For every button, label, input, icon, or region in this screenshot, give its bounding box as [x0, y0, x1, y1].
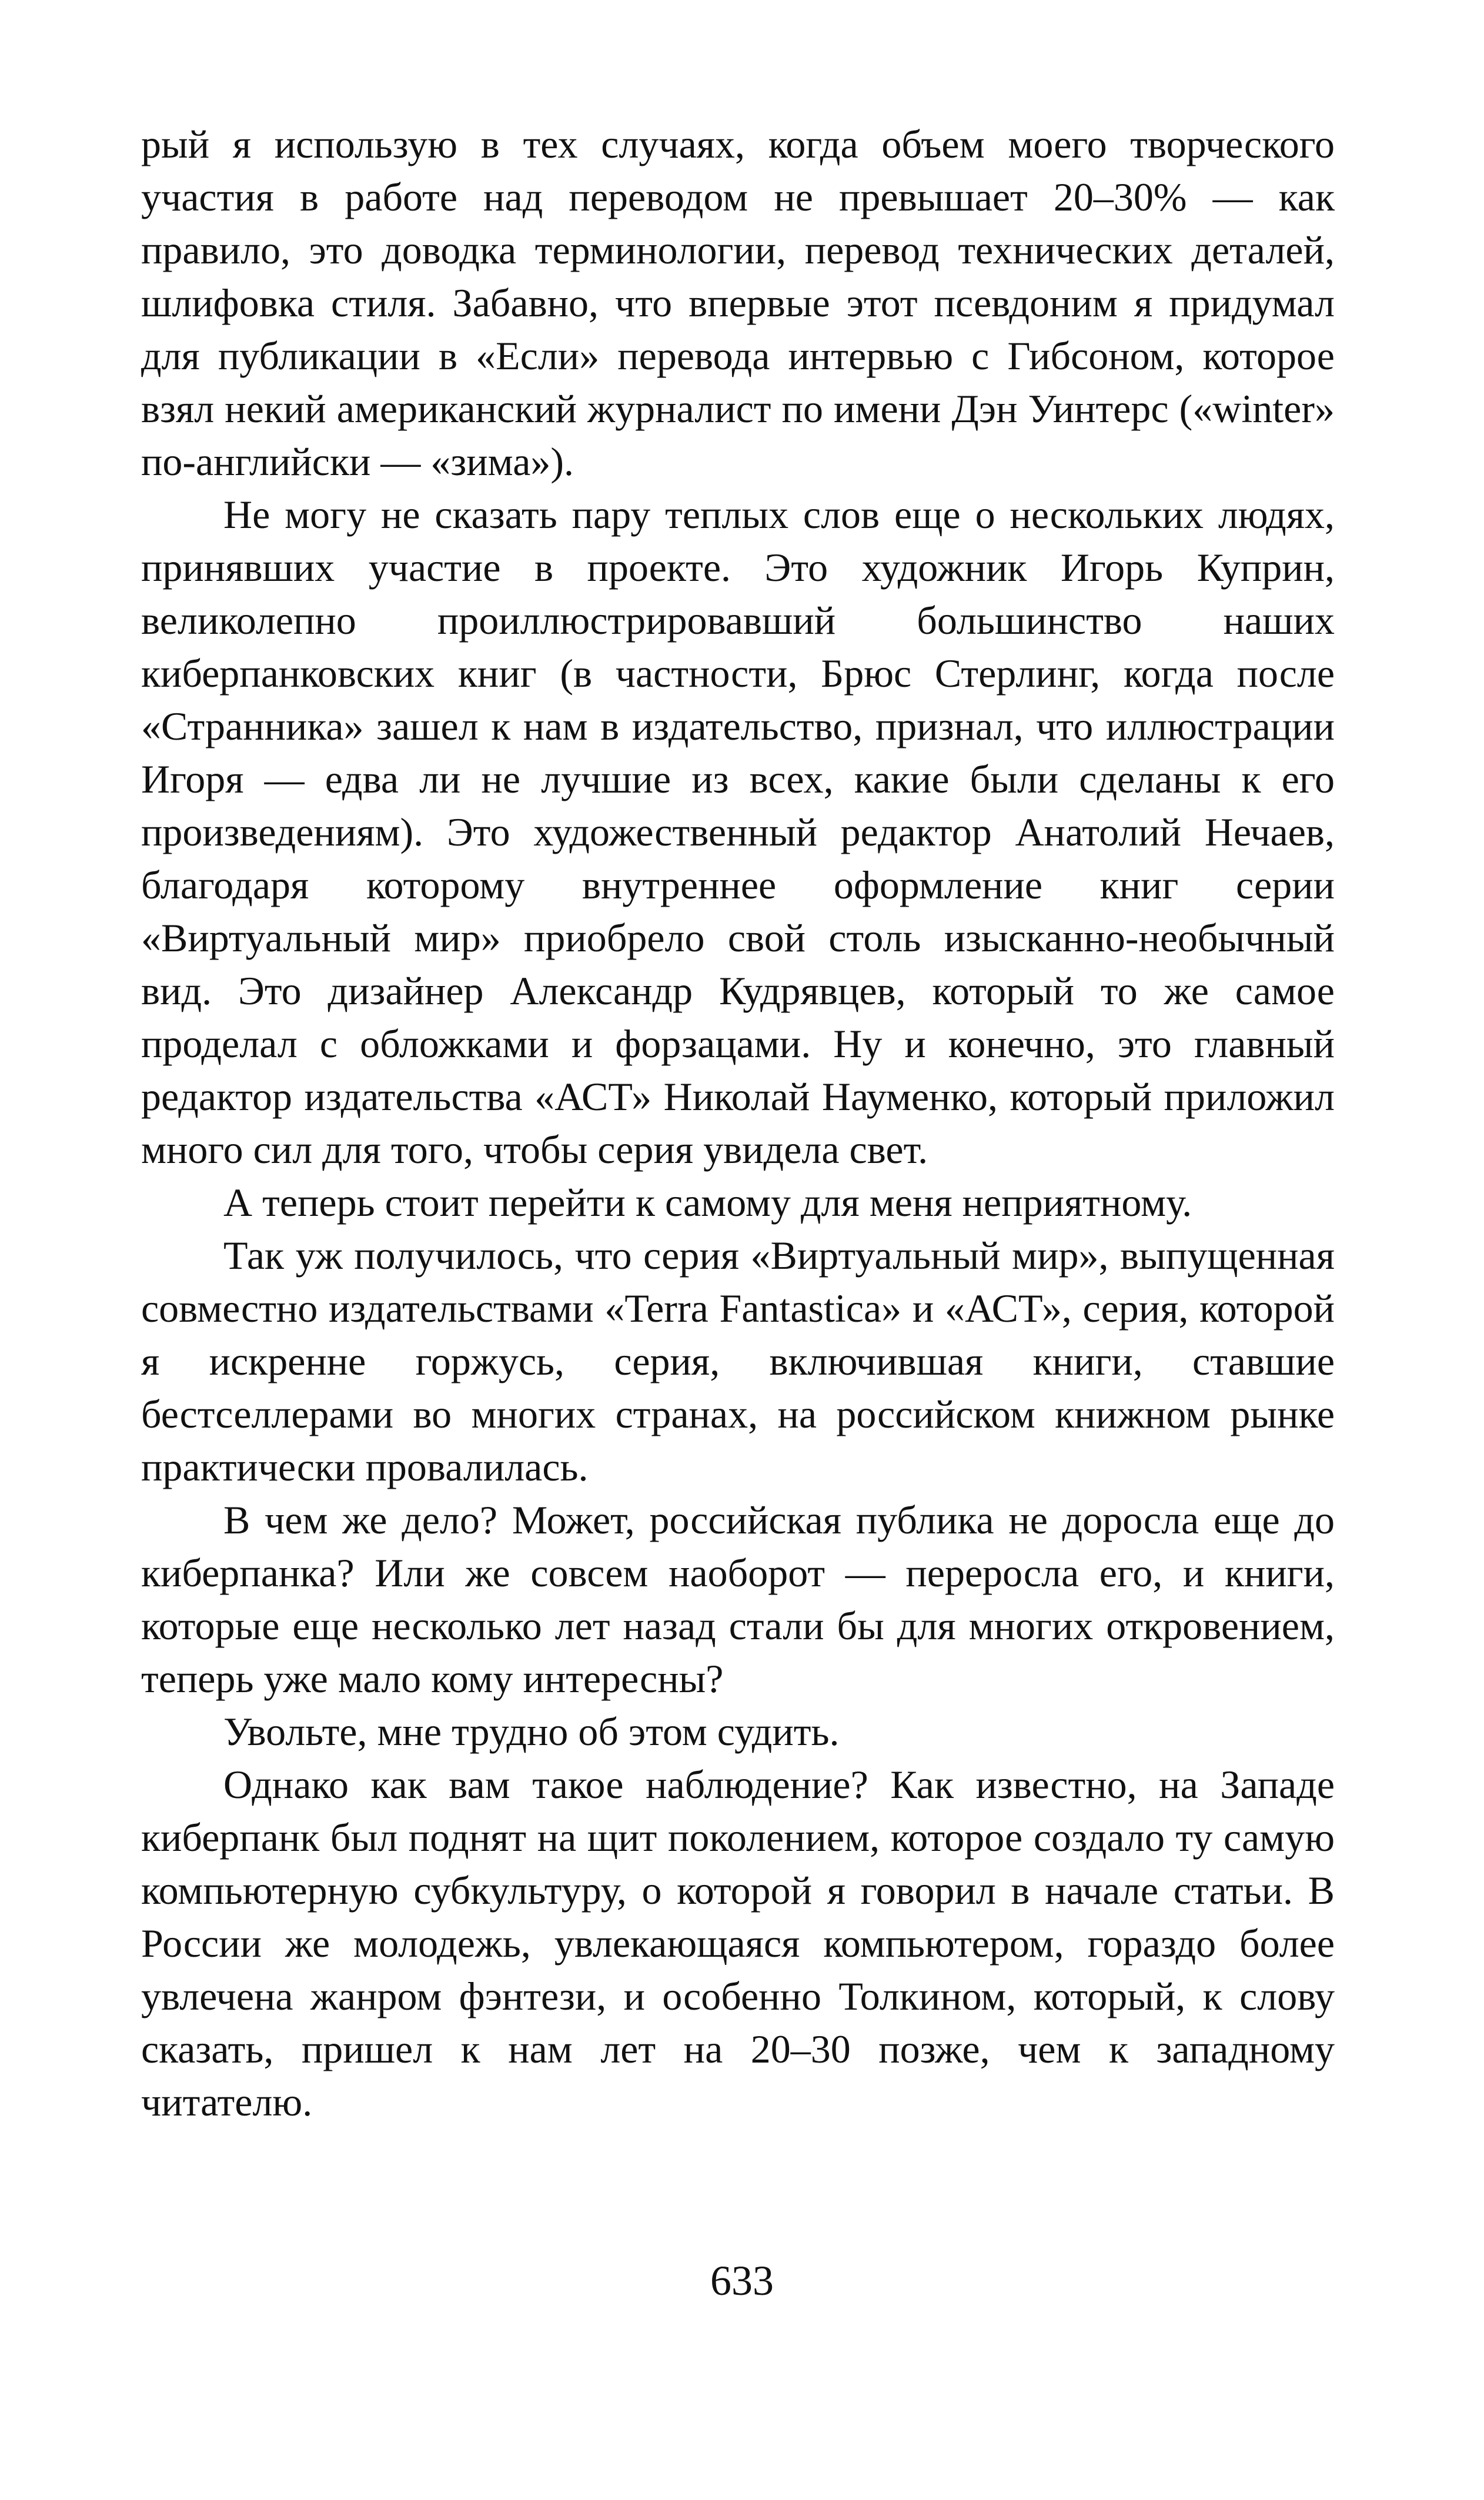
paragraph: В чем же дело? Может, российская публика не доросла еще до киберпанка? Или же совсем наоборот — переросла его, и книги, которые еще несколько лет назад стали бы для многих откровением, теперь уже мало кому интересны?: [141, 1498, 1335, 1701]
paragraph: Так уж получилось, что серия «Виртуальный мир», выпущенная совместно издательствами «Terra Fantastica» и «АСТ», серия, которой я искренне горжусь, серия, включившая книги, ставшие бестселлерами во многих странах, на российском книжном рынке практически провалилась.: [141, 1233, 1335, 1489]
paragraph: Увольте, мне трудно об этом судить.: [223, 1709, 840, 1754]
paragraph: Не могу не сказать пару теплых слов еще о нескольких людях, принявших участие в проекте. Это художник Игорь Куприн, великолепно проиллюстрировавший большинство наших киберпанковских книг (в частности, Брюс Стерлинг, когда после «Странника» зашел к нам в издательство, признал, что иллюстрации Игоря — едва ли не лучшие из всех, какие были сделаны к его произведениям). Это художественный редактор Анатолий Нечаев, благодаря которому внутреннее оформление книг серии «Виртуальный мир» приобрело свой столь изысканно-необычный вид. Это дизайнер Александр Кудрявцев, который то же самое проделал с обложками и форзацами. Ну и конечно, это главный редактор издательства «АСТ» Николай Науменко, который приложил много сил для того, чтобы серия увидела свет.: [141, 492, 1335, 1172]
page-number: 633: [710, 2257, 774, 2304]
paragraph-continuation: рый я использую в тех случаях, когда объем моего творческого участия в работе над переводом не превышает 20–30% — как правило, это доводка терминологии, перевод технических деталей, шлифовка стиля. Забавно, что впервые этот псевдоним я придумал для публикации в «Если» перевода интервью с Гибсоном, которое взял некий американский журналист по имени Дэн Уинтерс («winter» по-английски — «зима»).: [141, 122, 1335, 484]
page-body: [141, 118, 1335, 2128]
paragraph: А теперь стоит перейти к самому для меня неприятному.: [223, 1180, 1192, 1225]
paragraph: Однако как вам такое наблюдение? Как известно, на Западе киберпанк был поднят на щит поколением, которое создало ту самую компьютерную субкультуру, о которой я говорил в начале статьи. В России же молодежь, увлекающаяся компьютером, гораздо более увлечена жанром фэнтези, и особенно Толкином, который, к слову сказать, пришел к нам лет на 20–30 позже, чем к западному читателю.: [141, 1762, 1335, 2124]
